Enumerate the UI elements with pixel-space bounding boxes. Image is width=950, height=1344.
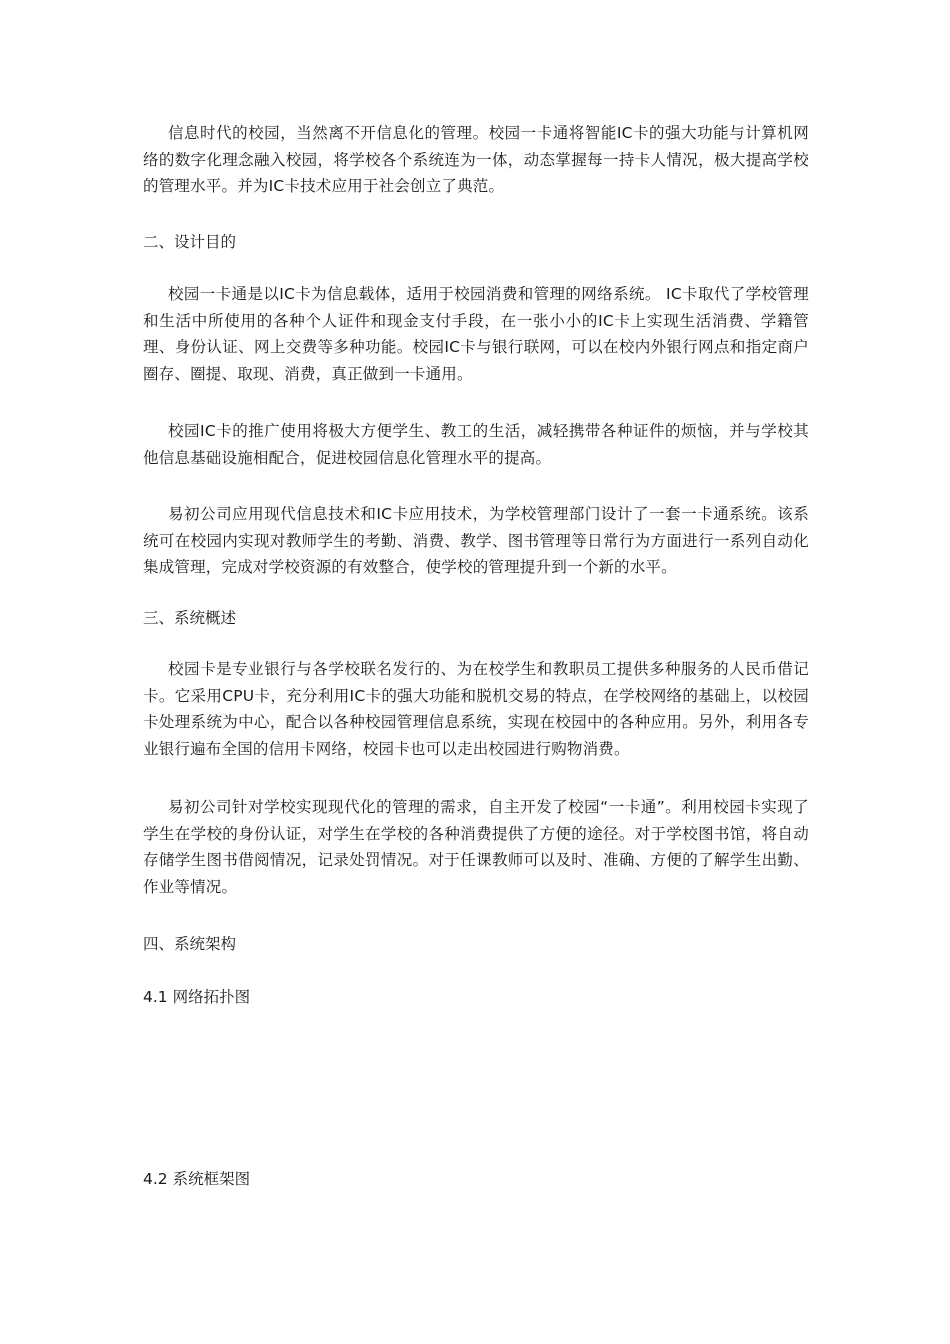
section-2-heading: 二、设计目的 [143, 233, 237, 251]
section-2-paragraph-2: 校园IC卡的推广使用将极大方便学生、教工的生活，减轻携带各种证件的烦恼，并与学校其他信息基础设施相配合，促进校园信息化管理水平的提高。 [143, 422, 809, 467]
section-2-paragraph-1: 校园一卡通是以IC卡为信息载体，适用于校园消费和管理的网络系统。 IC卡取代了学校管理和生活中所使用的各种个人证件和现金支付手段，在一张小小的IC卡上实现生活消费、学籍管理、身份认证、网上交费等多种功能。校园IC卡与银行联网，可以在校内外银行网点和指定商户圈存、圈提、取现、消费，真正做到一卡通用。 [143, 285, 809, 383]
intro-paragraph: 信息时代的校园，当然离不开信息化的管理。校园一卡通将智能IC卡的强大功能与计算机网络的数字化理念融入校园，将学校各个系统连为一体，动态掌握每一持卡人情况，极大提高学校的管理水平。并为IC卡技术应用于社会创立了典范。 [143, 124, 809, 195]
section-4-heading: 四、系统架构 [143, 935, 237, 953]
section-2-paragraph-3: 易初公司应用现代信息技术和IC卡应用技术，为学校管理部门设计了一套一卡通系统。该系统可在校园内实现对教师学生的考勤、消费、教学、图书管理等日常行为方面进行一系列自动化集成管理，完成对学校资源的有效整合，使学校的管理提升到一个新的水平。 [143, 505, 809, 576]
section-3-paragraph-2: 易初公司针对学校实现现代化的管理的需求，自主开发了校园“一卡通”。利用校园卡实现了学生在学校的身份认证，对学生在学校的各种消费提供了方便的途径。对于学校图书馆，将自动存储学生图书借阅情况，记录处罚情况。对于任课教师可以及时、准确、方便的了解学生出勤、作业等情况。 [143, 798, 809, 896]
section-3-paragraph-1: 校园卡是专业银行与各学校联名发行的、为在校学生和教职员工提供多种服务的人民币借记卡。它采用CPU卡，充分利用IC卡的强大功能和脱机交易的特点，在学校网络的基础上，以校园卡处理系统为中心，配合以各种校园管理信息系统，实现在校园中的各种应用。另外，利用各专业银行遍布全国的信用卡网络，校园卡也可以走出校园进行购物消费。 [143, 660, 809, 758]
subsection-4-1-heading: 4.1 网络拓扑图 [143, 988, 251, 1006]
subsection-4-2-heading: 4.2 系统框架图 [143, 1170, 251, 1188]
section-3-heading: 三、系统概述 [143, 609, 237, 627]
